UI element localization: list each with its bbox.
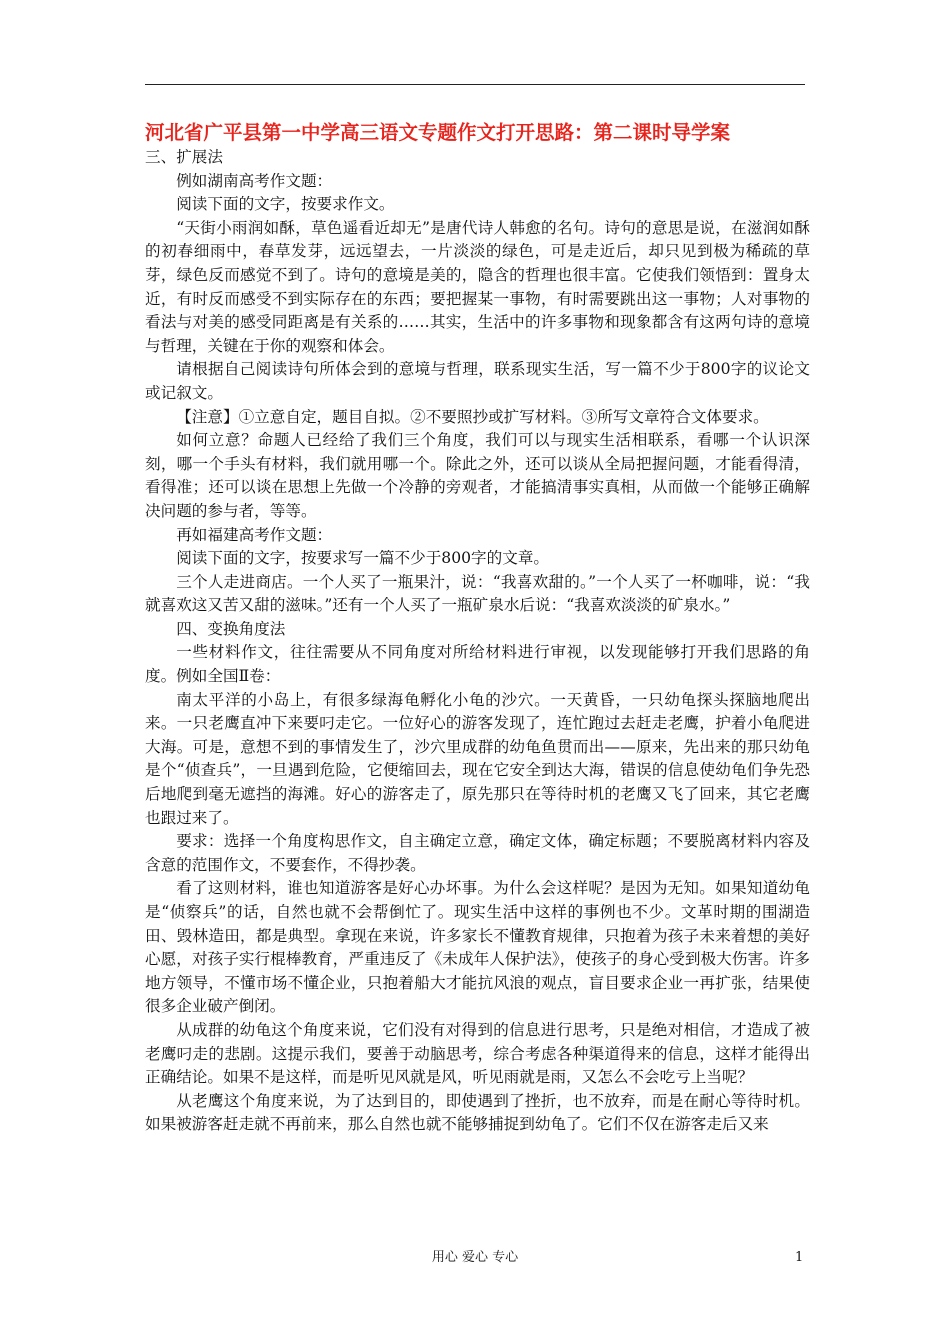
paragraph: 看了这则材料，谁也知道游客是好心办坏事。为什么会这样呢？是因为无知。如果知道幼龟是“侦察兵”的话，自然也就不会帮倒忙了。现实生活中这样的事例也不少。文革时期的围湖造田、毁林造田，都是典型。拿现在来说，许多家长不懂教育规律，只抱着为孩子未来着想的美好心愿，对孩子实行棍棒教育，严重违反了《未成年人保护法》，使孩子的身心受到极大伤害。许多地方领导，不懂市场不懂企业，只抱着船大才能抗风浪的观点，盲目要求企业一再扩张，结果使很多企业破产倒闭。 [145, 879, 810, 1016]
footer-slogan: 用心 爱心 专心 [431, 1250, 519, 1265]
paragraph: 要求：选择一个角度构思作文，自主确定立意，确定文体，确定标题；不要脱离材料内容及含意的范围作文，不要套作，不得抄袭。 [145, 832, 810, 874]
paragraph-list [145, 146, 810, 1137]
paragraph: 请根据自己阅读诗句所体会到的意境与哲理，联系现实生活，写一篇不少于800字的议论文或记叙文。 [145, 360, 810, 402]
paragraph: 从老鹰这个角度来说，为了达到目的，即使遇到了挫折，也不放弃，而是在耐心等待时机。如果被游客赶走就不再前来，那么自然也就不能够捕捉到幼龟了。它们不仅在游客走后又来 [145, 1091, 810, 1134]
page-number: 1 [795, 1250, 804, 1265]
paragraph: 如何立意？命题人已经给了我们三个角度，我们可以与现实生活相联系，看哪一个认识深刻，哪一个手头有材料，我们就用哪一个。除此之外，还可以谈从全局把握问题，才能看得清，看得准；还可以谈在思想上先做一个冷静的旁观者，才能搞清事实真相，从而做一个能够正确解决问题的参与者，等等。 [145, 431, 810, 520]
paragraph: 阅读下面的文字，按要求作文。 [176, 195, 395, 214]
paragraph: 从成群的幼龟这个角度来说，它们没有对得到的信息进行思考，只是绝对相信，才造成了被老鹰叼走的悲剧。这提示我们，要善于动脑思考，综合考虑各种渠道得来的信息，这样才能得出正确结论。如果不是这样，而是听见风就是风，听见雨就是雨，又怎么不会吃亏上当呢？ [145, 1020, 810, 1087]
paragraph: 例如湖南高考作文题： [176, 171, 333, 190]
document-title: 河北省广平县第一中学高三语文专题作文打开思路：第二课时导学案 [145, 121, 731, 144]
paragraph: 南太平洋的小岛上，有很多绿海龟孵化小龟的沙穴。一天黄昏，一只幼龟探头探脑地爬出来。一只老鹰直冲下来要叼走它。一位好心的游客发现了，连忙跑过去赶走老鹰，护着小龟爬进大海。可是，意想不到的事情发生了，沙穴里成群的幼龟鱼贯而出——原来，先出来的那只幼龟是个“侦查兵”，一旦遇到危险，它便缩回去，现在它安全到达大海，错误的信息使幼龟们争先恐后地爬到毫无遮挡的海滩。好心的游客走了，原先那只在等待时机的老鹰又飞了回来，其它老鹰也跟过来了。 [145, 690, 810, 827]
paragraph: “天街小雨润如酥，草色遥看近却无”是唐代诗人韩愈的名句。诗句的意思是说，在滋润如酥的初春细雨中，春草发芽，远远望去，一片淡淡的绿色，可是走近后，却只见到极为稀疏的草芽，绿色反而感觉不到了。诗句的意境是美的，隐含的哲理也很丰富。它使我们领悟到：置身太近，有时反而感受不到实际存在的东西；要把握某一事物，有时需要跳出这一事物；人对事物的看法与对美的感受同距离是有关系的……其实，生活中的许多事物和现象都含有这两句诗的意境与哲理，关键在于你的观察和体会。 [145, 218, 810, 355]
paragraph: 四、变换角度法 [176, 619, 286, 638]
paragraph: 三、扩展法 [145, 148, 223, 166]
paragraph: 三个人走进商店。一个人买了一瓶果汁，说：“我喜欢甜的。”一个人买了一杯咖啡，说：“我就喜欢这又苦又甜的滋味。”还有一个人买了一瓶矿泉水后说：“我喜欢淡淡的矿泉水。” [145, 572, 810, 615]
paragraph: 阅读下面的文字，按要求写一篇不少于800字的文章。 [176, 549, 550, 568]
paragraph: 【注意】①立意自定，题目自拟。②不要照抄或扩写材料。③所写文章符合文体要求。 [176, 407, 769, 426]
paragraph: 一些材料作文，往往需要从不同角度对所给材料进行审视，以发现能够打开我们思路的角度。例如全国Ⅱ卷： [145, 643, 810, 686]
paragraph: 再如福建高考作文题： [176, 525, 333, 544]
header-rule [145, 84, 805, 85]
document-body [145, 120, 810, 1137]
